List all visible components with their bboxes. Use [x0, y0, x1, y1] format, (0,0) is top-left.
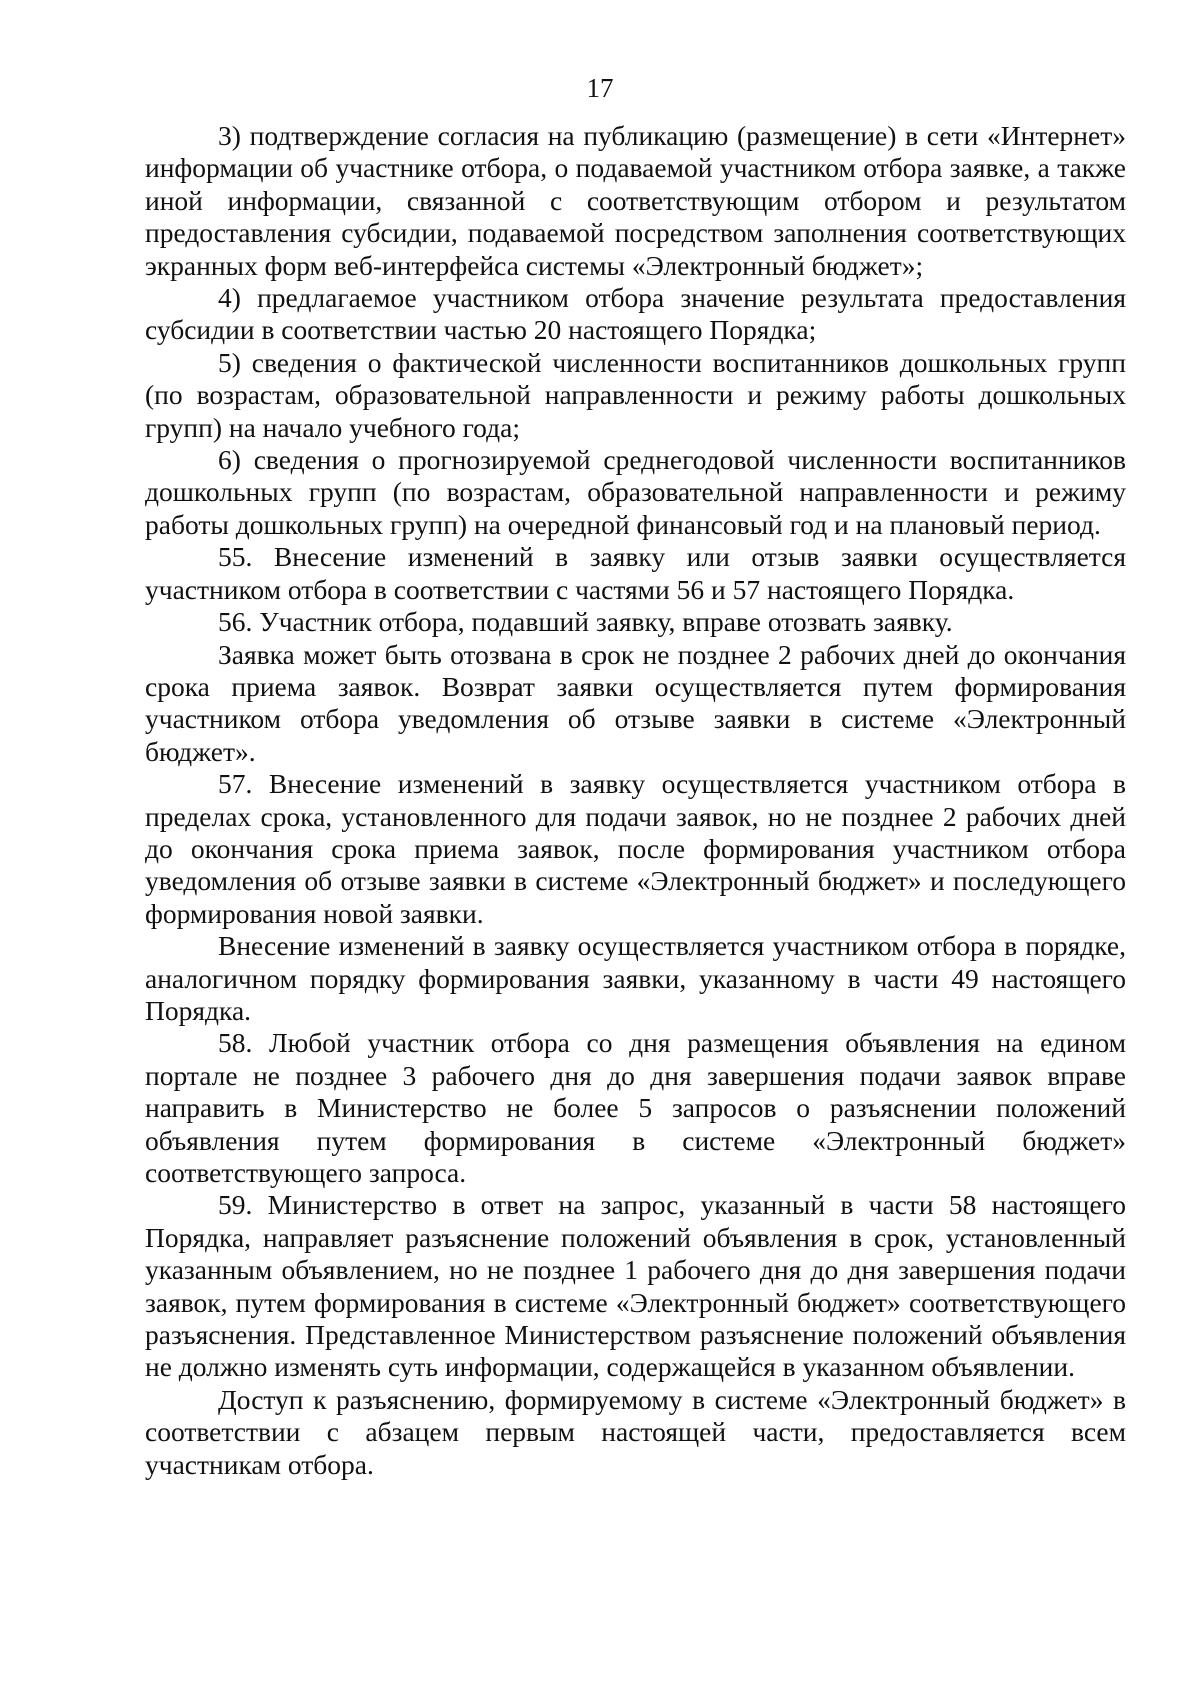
paragraph-section-56: 56. Участник отбора, подавший заявку, вправе отозвать заявку.	[218, 606, 953, 638]
paragraph-section-58: 58. Любой участник отбора со дня размещения объявления на едином портале не позднее 3 рабочего дня до дня завершения подачи заявок вправе направить в Министерство не более 5 запросов о разъяснении положений объявления путем формирования в системе «Электронный бюджет» соответствующего запроса.	[145, 1027, 1126, 1188]
paragraph-item-4: 4) предлагаемое участником отбора значение результата предоставления субсидии в соответствии частью 20 настоящего Порядка;	[145, 282, 1126, 346]
page-number: 17	[586, 73, 614, 103]
paragraph-section-57: 57. Внесение изменений в заявку осуществляется участником отбора в пределах срока, установленного для подачи заявок, но не позднее 2 рабочих дней до окончания срока приема заявок, после формирования участником отбора уведомления об отзыве заявки в системе «Электронный бюджет» и последующего формирования новой заявки.	[145, 768, 1126, 929]
paragraph-section-55: 55. Внесение изменений в заявку или отзыв заявки осуществляется участником отбора в соответствии с частями 56 и 57 настоящего Порядка.	[145, 541, 1126, 605]
paragraph-section-59-access: Доступ к разъяснению, формируемому в системе «Электронный бюджет» в соответствии с абзацем первым настоящей части, предоставляется всем участникам отбора.	[145, 1383, 1126, 1480]
document-body	[145, 120, 1126, 1481]
paragraph-section-59: 59. Министерство в ответ на запрос, указанный в части 58 настоящего Порядка, направляет разъяснение положений объявления в срок, установленный указанным объявлением, но не позднее 1 рабочего дня до дня завершения подачи заявок, путем формирования в системе «Электронный бюджет» соответствующего разъяснения. Представленное Министерством разъяснение положений объявления не должно изменять суть информации, содержащейся в указанном объявлении.	[145, 1189, 1126, 1383]
paragraph-section-56-withdrawal: Заявка может быть отозвана в срок не позднее 2 рабочих дней до окончания срока приема заявок. Возврат заявки осуществляется путем формирования участником отбора уведомления об отзыве заявки в системе «Электронный бюджет».	[145, 638, 1126, 767]
paragraph-item-6: 6) сведения о прогнозируемой среднегодовой численности воспитанников дошкольных групп (по возрастам, образовательной направленности и режиму работы дошкольных групп) на очередной финансовый год и на плановый период.	[145, 444, 1126, 540]
paragraph-item-5: 5) сведения о фактической численности воспитанников дошкольных групп (по возрастам, образовательной направленности и режиму работы дошкольных групп) на начало учебного года;	[145, 346, 1126, 443]
paragraph-item-3: 3) подтверждение согласия на публикацию (размещение) в сети «Интернет» информации об участнике отбора, о подаваемой участником отбора заявке, а также иной информации, связанной с соответствующим отбором и результатом предоставления субсидии, подаваемой посредством заполнения соответствующих экранных форм веб-интерфейса системы «Электронный бюджет»;	[145, 120, 1126, 281]
paragraph-section-57-procedure: Внесение изменений в заявку осуществляется участником отбора в порядке, аналогичном порядку формирования заявки, указанному в части 49 настоящего Порядка.	[145, 930, 1126, 1026]
